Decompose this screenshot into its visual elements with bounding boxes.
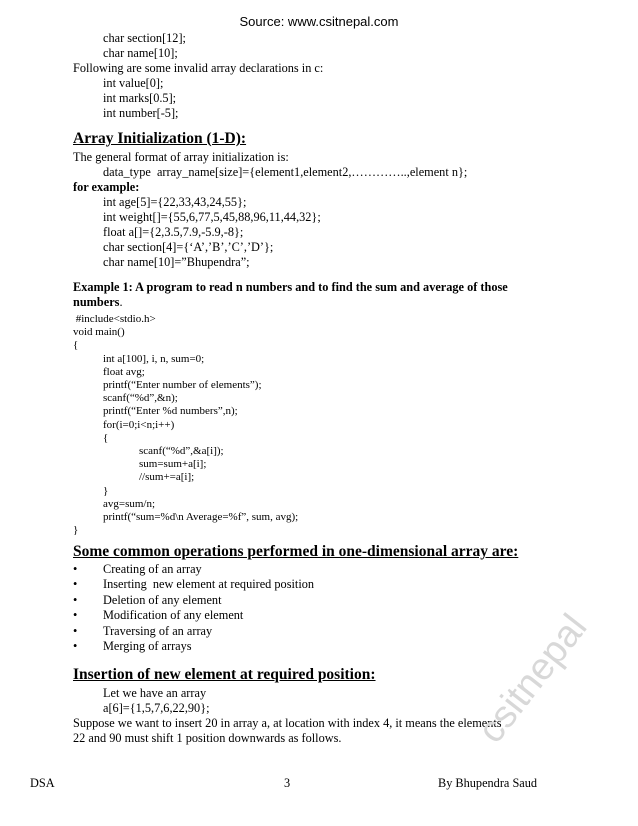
period: . xyxy=(119,295,123,309)
code-line: scanf(“%d”,&n); xyxy=(103,392,178,405)
bullet-icon: • xyxy=(73,592,78,607)
watermark: csitnepal xyxy=(470,606,596,751)
list-item: Deletion of any element xyxy=(103,592,222,607)
code-line: char section[4]={‘A’,’B’,’C’,’D’}; xyxy=(103,240,274,254)
code-line: for(i=0;i<n;i++) xyxy=(103,418,175,431)
list-item: Creating of an array xyxy=(103,562,202,576)
code-line: float avg; xyxy=(103,365,145,378)
example-title-cont xyxy=(73,295,123,309)
code-line: int marks[0.5]; xyxy=(103,91,177,105)
code-line: int a[100], i, n, sum=0; xyxy=(103,352,205,365)
text-line: char section[12]; xyxy=(103,31,186,45)
list-item: Traversing of an array xyxy=(103,623,213,638)
code-line: { xyxy=(103,431,109,444)
bullet-icon: • xyxy=(73,639,78,653)
list-item: Modification of any element xyxy=(103,608,244,623)
text-line: 22 and 90 must shift 1 position downwards as follows. xyxy=(73,731,342,745)
code-line: printf(“sum=%d\n Average=%f”, sum, avg); xyxy=(103,511,299,523)
footer-author: By Bhupendra Saud xyxy=(438,776,538,790)
code-line: void main() xyxy=(73,326,125,339)
section-heading: Array Initialization (1-D): xyxy=(73,130,247,147)
example-title-word: numbers xyxy=(73,295,120,309)
bullet-icon: • xyxy=(73,562,78,576)
footer-left: DSA xyxy=(30,776,55,790)
code-line: float a[]={2,3.5,7.9,-5.9,-8}; xyxy=(103,225,244,239)
code-line: } xyxy=(103,484,109,497)
code-line: int value[0]; xyxy=(103,76,164,90)
code-line: printf(“Enter number of elements”); xyxy=(103,379,262,391)
list-item: Inserting new element at required position xyxy=(103,577,315,592)
code-line: char name[10]=”Bhupendra”; xyxy=(103,255,250,269)
code-line: #include<stdio.h> xyxy=(73,313,156,325)
text-line: char name[10]; xyxy=(103,46,178,60)
format-line: data_type array_name[size]={element1,element2,…………..,element n}; xyxy=(103,165,468,179)
section-heading: Insertion of new element at required position: xyxy=(73,666,376,683)
label: for example: xyxy=(73,180,140,194)
list-item: Merging of arrays xyxy=(103,639,192,653)
bullet-icon: • xyxy=(73,577,78,592)
text-line: Suppose we want to insert 20 in array a, at location with index 4, it means the elements xyxy=(73,716,502,730)
source-header: Source: www.csitnepal.com xyxy=(239,14,399,29)
code-line: int number[-5]; xyxy=(103,106,179,120)
code-line: } xyxy=(73,524,79,537)
text-line: Following are some invalid array declarations in c: xyxy=(73,61,324,75)
code-line: printf(“Enter %d numbers”,n); xyxy=(103,405,238,418)
bullet-icon: • xyxy=(73,608,78,623)
code-line: avg=sum/n; xyxy=(103,497,156,510)
section-heading: Some common operations performed in one-dimensional array are: xyxy=(73,543,519,560)
code-line: a[6]={1,5,7,6,22,90}; xyxy=(103,701,210,715)
code-line: { xyxy=(73,339,79,352)
text-line: The general format of array initialization is: xyxy=(73,150,289,164)
code-line: scanf(“%d”,&a[i]); xyxy=(139,445,224,457)
code-line: sum=sum+a[i]; xyxy=(139,458,207,471)
example-title: Example 1: A program to read n numbers and to find the sum and average of those xyxy=(73,280,508,294)
code-line: int weight[]={55,6,77,5,45,88,96,11,44,32}; xyxy=(103,210,321,224)
page-number: 3 xyxy=(284,776,291,790)
code-line: int age[5]={22,33,43,24,55}; xyxy=(103,195,247,209)
code-line: //sum+=a[i]; xyxy=(139,471,195,484)
bullet-icon: • xyxy=(73,623,78,638)
text-line: Let we have an array xyxy=(103,686,207,700)
